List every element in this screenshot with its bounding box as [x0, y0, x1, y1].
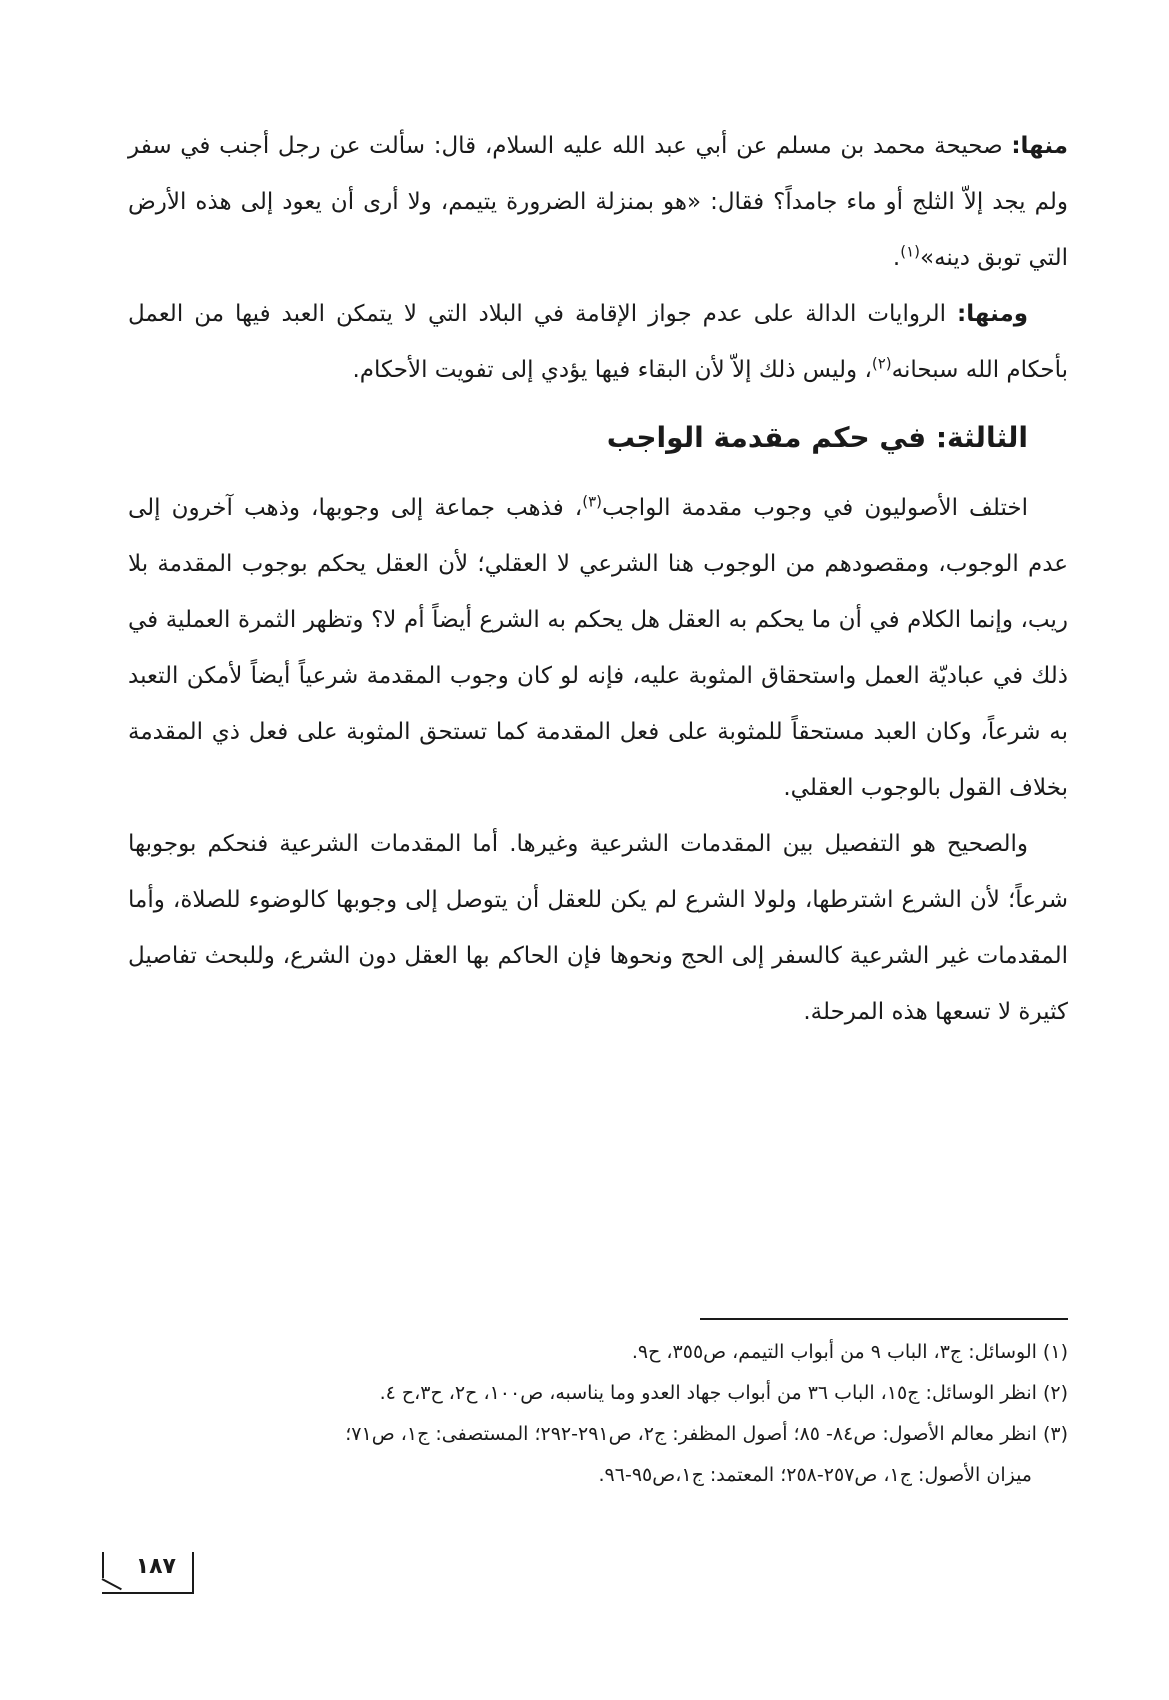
- paragraph-2: [128, 286, 1068, 398]
- footnote-3-continued: ميزان الأصول: ج١، ص٢٥٧-٢٥٨؛ المعتمد: ج١،ص٩٥-٩٦.: [598, 1464, 1032, 1486]
- paragraph-4: [128, 816, 1068, 1040]
- paragraph-2-lead: ومنها:: [957, 301, 1028, 327]
- footnote-2: (٢) انظر الوسائل: ج١٥، الباب ٣٦ من أبواب جهاد العدو وما يناسبه، ص١٠٠، ح٢، ح٣،ح ٤.: [379, 1382, 1068, 1404]
- paragraph-4-text: والصحيح هو التفصيل بين المقدمات الشرعية وغيرها. أما المقدمات الشرعية فنحكم بوجوبها شرعاً؛ لأن الشرع اشترطها، ولولا الشرع لم يكن للعقل أن يتوصل إلى وجوبها كالوضوء للصلاة، وأما المقدمات غير الشرعية كالسفر إلى الحج ونحوها فإن الحاكم بها العقل دون الشرع، وللبحث تفاصيل كثيرة لا تسعها هذه المرحلة.: [128, 831, 1068, 1025]
- footnote-ref-3: (٣): [582, 492, 602, 511]
- page-number-frame: [102, 1552, 194, 1594]
- paragraph-3-text: اختلف الأصوليون في وجوب مقدمة الواجب: [602, 495, 1028, 521]
- paragraph-1: [128, 118, 1068, 286]
- paragraph-3-tail: ، فذهب جماعة إلى وجوبها، وذهب آخرون إلى عدم الوجوب، ومقصودهم من الوجوب هنا الشرعي لا العقلي؛ لأن العقل يحكم بوجوب المقدمة بلا ريب، وإنما الكلام في أن ما يحكم به العقل هل يحكم به الشرع أيضاً أم لا؟ وتظهر الثمرة العملية في ذلك في عباديّة العمل واستحقاق المثوبة عليه، فإنه لو كان وجوب المقدمة شرعياً أيضاً لأمكن التعبد به شرعاً، وكان العبد مستحقاً للمثوبة على فعل المقدمة كما تستحق المثوبة على فعل ذي المقدمة بخلاف القول بالوجوب العقلي.: [128, 495, 1068, 801]
- paragraph-2-text: الروايات الدالة على عدم جواز الإقامة في البلاد التي لا يتمكن العبد فيها من العمل بأحكام الله سبحانه: [128, 301, 1068, 383]
- section-heading: الثالثة: في حكم مقدمة الواجب: [606, 421, 1028, 454]
- footnote-1: (١) الوسائل: ج٣، الباب ٩ من أبواب التيمم، ص٣٥٥، ح٩.: [631, 1341, 1068, 1363]
- footnote-3: (٣) انظر معالم الأصول: ص٨٤- ٨٥؛ أصول المظفر: ج٢، ص٢٩١-٢٩٢؛ المستصفى: ج١، ص٧١؛: [345, 1423, 1068, 1445]
- footnote-ref-2: (٢): [871, 354, 892, 373]
- paragraph-1-lead: منها:: [1011, 133, 1068, 159]
- paragraph-1-text: صحيحة محمد بن مسلم عن أبي عبد الله عليه السلام، قال: سألت عن رجل أجنب في سفر ولم يجد إلاّ الثلج أو ماء جامداً؟ فقال: «هو بمنزلة الضرورة يتيمم، ولا أرى أن يعود إلى هذه الأرض التي توبق دينه»: [128, 133, 1068, 271]
- paragraph-3: [128, 480, 1068, 816]
- footnote-ref-1: (١): [900, 242, 921, 261]
- paragraph-2-tail: ، وليس ذلك إلاّ لأن البقاء فيها يؤدي إلى تفويت الأحكام.: [352, 357, 872, 383]
- footnote-divider: [700, 1318, 1068, 1320]
- paragraph-1-tail: .: [892, 245, 901, 271]
- page-number: ١٨٧: [135, 1554, 176, 1579]
- main-text: [128, 118, 1068, 1040]
- footnotes: [150, 1332, 1068, 1496]
